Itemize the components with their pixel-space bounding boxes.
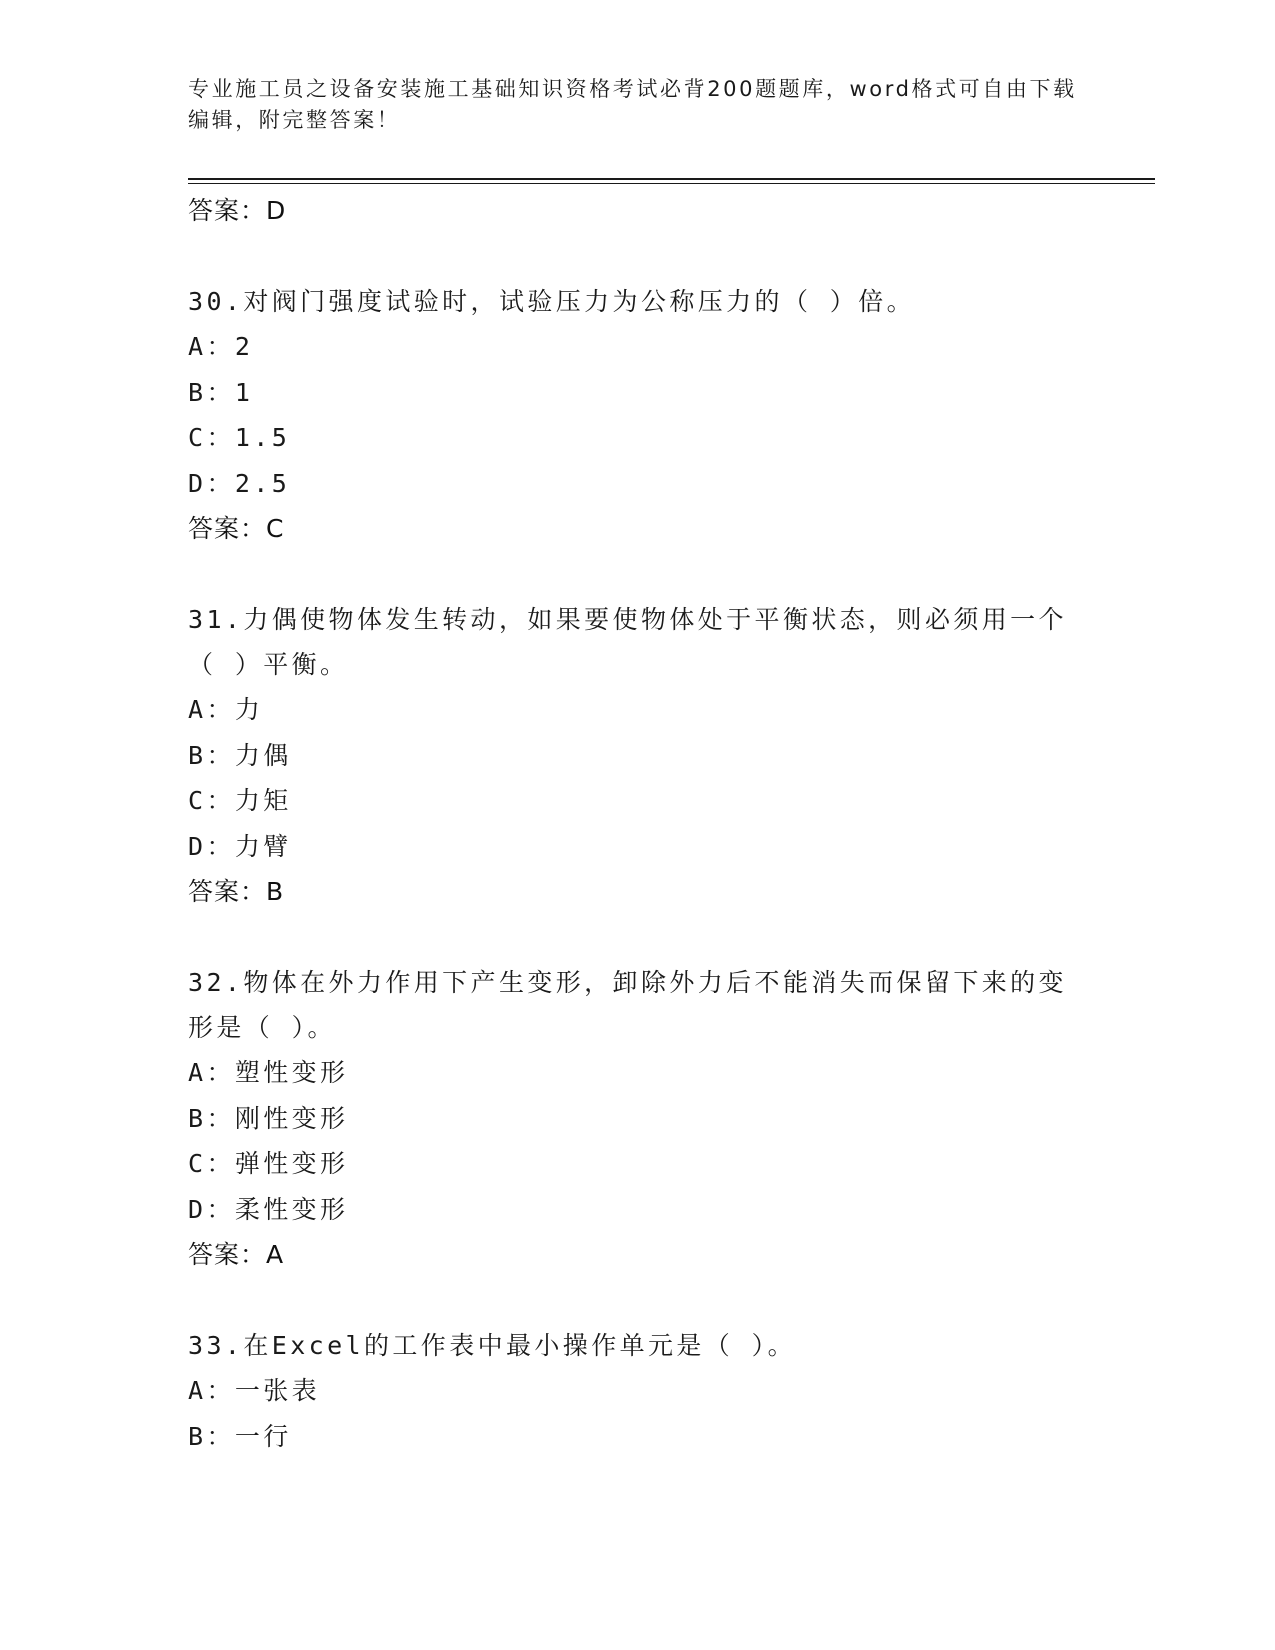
option-d: D：柔性变形: [188, 1194, 349, 1224]
question-stem: 30.对阀门强度试验时，试验压力为公称压力的（ ）倍。: [188, 287, 916, 316]
option-d: D：力臂: [188, 831, 292, 861]
option-b: B：一行: [188, 1421, 292, 1451]
document-body: [188, 188, 1088, 1459]
option-c: C：弹性变形: [188, 1149, 349, 1178]
question-31: [188, 597, 1088, 915]
answer-line: 答案：B: [188, 877, 285, 906]
header-rule-thick: [188, 178, 1155, 180]
option-c: C：力矩: [188, 786, 292, 815]
option-a: A：塑性变形: [188, 1058, 349, 1087]
answer-line: 答案：D: [188, 196, 287, 225]
option-a: A：2: [188, 332, 254, 361]
option-d: D：2.5: [188, 468, 291, 498]
header-rule-thin: [188, 183, 1155, 184]
option-b: B：力偶: [188, 740, 292, 770]
option-a: A：力: [188, 695, 264, 724]
question-30: [188, 279, 1088, 552]
answer-line: 答案：A: [188, 1240, 285, 1269]
option-a: A：一张表: [188, 1376, 321, 1405]
option-c: C：1.5: [188, 423, 291, 452]
option-b: B：刚性变形: [188, 1103, 349, 1133]
option-b: B：1: [188, 377, 254, 407]
answer-line: 答案：C: [188, 514, 285, 543]
question-33: [188, 1323, 1088, 1459]
question-stem: 32.物体在外力作用下产生变形，卸除外力后不能消失而保留下来的变形是（ ）。: [188, 968, 1067, 1042]
question-stem: 31.力偶使物体发生转动，如果要使物体处于平衡状态，则必须用一个（ ）平衡。: [188, 605, 1067, 679]
question-32: [188, 960, 1088, 1278]
document-header: 专业施工员之设备安装施工基础知识资格考试必背200题题库，word格式可自由下载编辑，附完整答案！: [188, 77, 1077, 132]
question-stem: 33.在Excel的工作表中最小操作单元是（ ）。: [188, 1331, 796, 1360]
